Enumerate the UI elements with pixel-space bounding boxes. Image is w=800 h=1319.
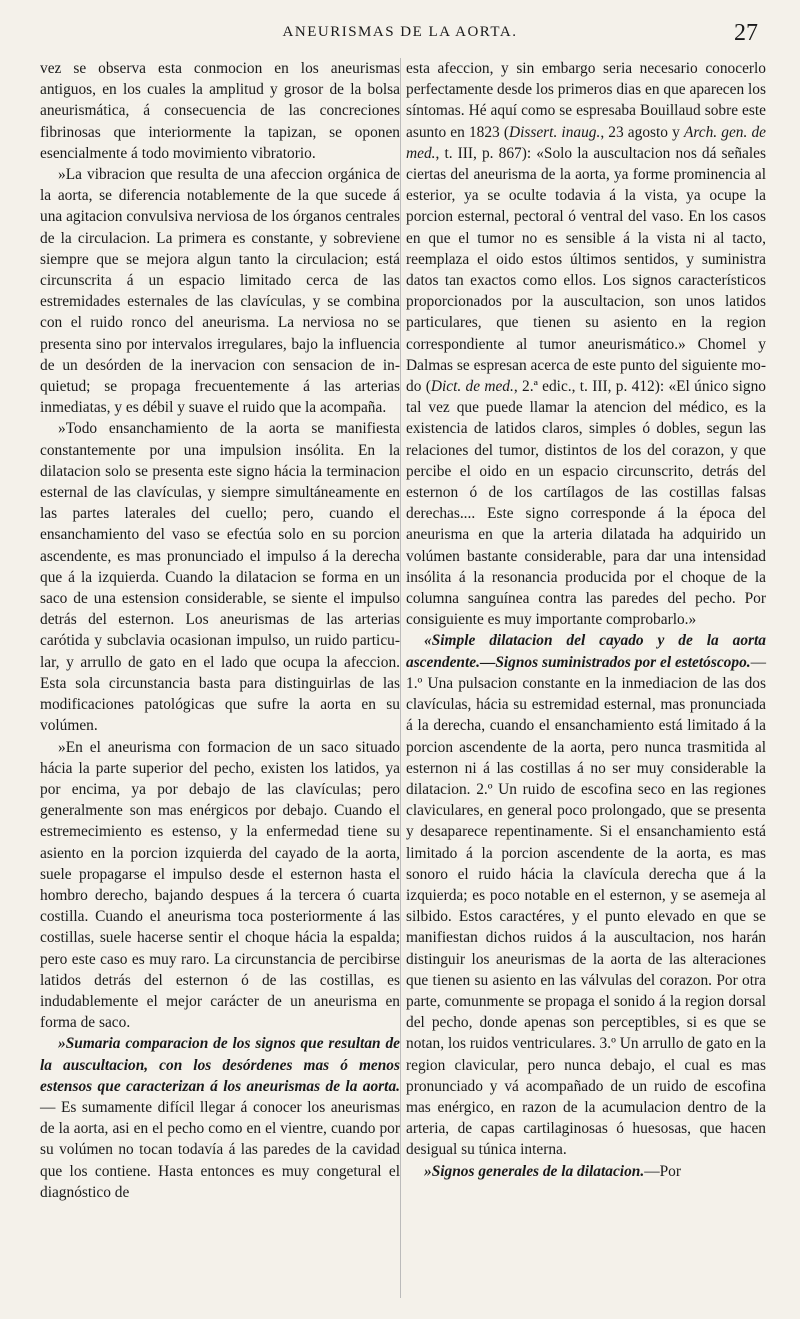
paragraph-text: — 1.º Una pulsacion constante en la inmediacion de las dos clavículas, hácia su estremidad esternal, mas pronunciada á la derecha, cuando el ensanchamiento está limitado á la porcion ascendente de la aorta, pero nunca trasmitida al esternon ni á las costillas á no ser muy considerable la dilatacion. 2.º Un ruido de escofina seco en las regiones claviculares, en general poco prolongado, que se presenta y desaparece repentinamente. Si el ensanchamiento está limitado á la porcion ascendente de la aorta, es mas sonoro el ruido hácia la clavícula derecha que á la izquierda; es poco notable en el esternon, y se asemeja al silbido. Estos caractéres, y el punto elevado en que se manifiestan dichos ruidos á la auscultacion, nos harán distinguir los aneurismas de la aorta de las alteraciones que tienen su asiento en las válvulas del corazon. Por otra parte, comunmente se propaga el sonido á la region dorsal del pecho, donde apenas son perceptibles, si es que se notan, los ruidos ventriculares. 3.º Un arrullo de gato en la region clavicular, pero nunca debajo, el cual es mas pronunciado y vá acompañado de un ruido de escofina mas enérgico, en razon de la acumulacion dentro de la arteria, de capas cartilaginosas ó huesosas, que hacen desigual su túnica interna. — [406, 653, 766, 1159]
paragraph-text: , 23 agosto y — [600, 123, 684, 141]
citation: Dict. de med. — [430, 378, 514, 396]
page-header — [0, 20, 800, 50]
running-title: ANEURISMAS DE LA AORTA. — [282, 24, 518, 40]
left-column — [40, 58, 400, 1203]
page-number: 27 — [734, 20, 758, 46]
section-heading: «Simple dilatacion del cayado y de la aorta ascendente.—Signos suministrados por el estetóscopo. — [406, 632, 766, 671]
paragraph: vez se observa esta conmocion en los aneurismas antiguos, en los cuales la amplitud y grosor de la bolsa aneurismática, á consecuencia de las concreciones fibrinosas que interiormente la tapizan, se oponen esencialmente á todo movimiento vibratorio. — [40, 60, 400, 162]
paragraph-text: — Es sumamente difícil llegar á conocer los aneurismas de la aorta, asi en el pecho como en el vientre, cuando por su volúmen no tocan todavía á las paredes de la cavidad que los contiene. Hasta entonces es muy congetural el diagnóstico de — [40, 1098, 400, 1201]
section-heading: »Sumaria comparacion de los signos que resultan de la auscultacion, con los desórdenes mas ó menos estensos que caracterizan á los aneurismas de la aorta. — [40, 1035, 400, 1095]
paragraph — [406, 1161, 766, 1182]
paragraph: »En el aneurisma con formacion de un saco situado hácia la parte superior del pecho, existen los latidos, ya por encima, ya por debajo de las clavículas; pero generalmente son mas enérgicos por debajo. Cuando el estremecimiento es estenso, y la enfermedad tiene su asiento en la porcion izquierda del cayado de la aorta, suele propagarse el impulso desde el esternon hasta el hombro derecho, bajando despues á la tercera ó cuarta costilla. Cuando el aneurisma toca posteriormente á las costillas, suele hacerse sentir el choque hácia la espalda; pero este caso es muy raro. La circunstancia de percibirse latidos detrás del esternon ó de las costillas, es indudablemente el mejor carácter de un aneurisma en forma de saco. — [40, 738, 400, 1032]
paragraph-text: —Por — [644, 1162, 681, 1180]
column-divider — [400, 58, 401, 1298]
paragraph: »La vibracion que resulta de una afeccion orgánica de la aorta, se diferencia notablemente de la que sucede á una agitacion convulsiva nerviosa de los órganos centrales de la circulacion. La primera es constante, y sobreviene siempre que se mejora algun tanto la circulacion; está circunscrita á un espacio limitado cerca de las estremidades esternales de las clavículas, y se combina con el ruido ronco del aneurisma. La nerviosa no se presenta sino por intervalos irregulares, bajo la influencia de un desórden de la inervacion con sensacion de inquietud; se propaga frecuentemente á las arterias inmediatas, y es débil y suave el ruido que la acompaña. — [40, 166, 401, 417]
paragraph-text: esta afeccion, y sin embargo seria necesario conocerlo perfectamente desde los primeros dias en que aparecen los síntomas. Hé aquí como se espresaba Bouillaud sobre este asunto en 1823 ( — [406, 60, 766, 141]
right-column — [406, 58, 766, 1182]
paragraph — [406, 630, 766, 1160]
paragraph-text: , t. III, p. 867): «Solo la auscultacion nos dá señales ciertas del aneurisma de la aorta, ya forme prominencia al esterior, ya se oculte todavia á la vista, ya ocupe la porcion esternal, pectoral ó ventral del vaso. En los casos en que el tumor no es sensible á la vista ni al tacto, reemplaza el oido estos últimos sentidos, y suministra datos tan exactos como ellos. Los signos característicos proporcionados por la auscultacion, son unos latidos particulares, que tienen su asiento en la region correspondiente al tumor aneurismático.» Chomel y Dalmas se espresan acerca de este punto del siguiente modo ( — [406, 144, 766, 396]
citation: Arch. gen. de med. — [406, 123, 766, 162]
section-heading: »Signos generales de la dilatacion. — [424, 1162, 645, 1180]
paragraph — [406, 58, 766, 630]
citation: Dissert. inaug. — [508, 123, 601, 141]
paragraph-text: , 2.ª edic., t. III, p. 412): «El único signo tal vez que puede llamar la atencion del médico, es la existencia de latidos claros, simples ó dobles, segun las relaciones del tumor, distintos de los del corazon, y que percibe el oido en un espacio circunscrito, detrás del esternon ó de los cartílagos de las costillas falsas derechas.... Este signo corresponde á la época del aneurisma en que la arteria dilatada ha adquirido un volúmen bastante considerable, para dar una intensidad insólita á la resonancia producida por el choque de la columna sanguínea contra las paredes del pecho. Por consiguiente es muy importante comprobarlo.» — [406, 378, 767, 629]
paragraph: »Todo ensanchamiento de la aorta se manifiesta constantemente por una impulsion insólita. En la dilatacion solo se presenta este signo hácia la terminacion esternal de las clavículas, y siempre simultáneamente en las partes laterales del cuello; pero, cuando el ensanchamiento del vaso se efectúa solo en su porcion ascendente, es mas pronunciado el impulso á la derecha que á la izquierda. Cuando la dilatacion se forma en un saco de una estension considerable, se siente el impulso detrás del esternon. Los aneurismas de las arterias carótida y subclavia ocasionan impulso, un ruido particular, y arrullo de gato en el lado que ocupa la afeccion. Esta sola circunstancia basta para distinguirlas de las modificaciones patológicas que sufre la aorta en su volúmen. — [40, 420, 400, 735]
paragraph — [40, 1033, 400, 1203]
